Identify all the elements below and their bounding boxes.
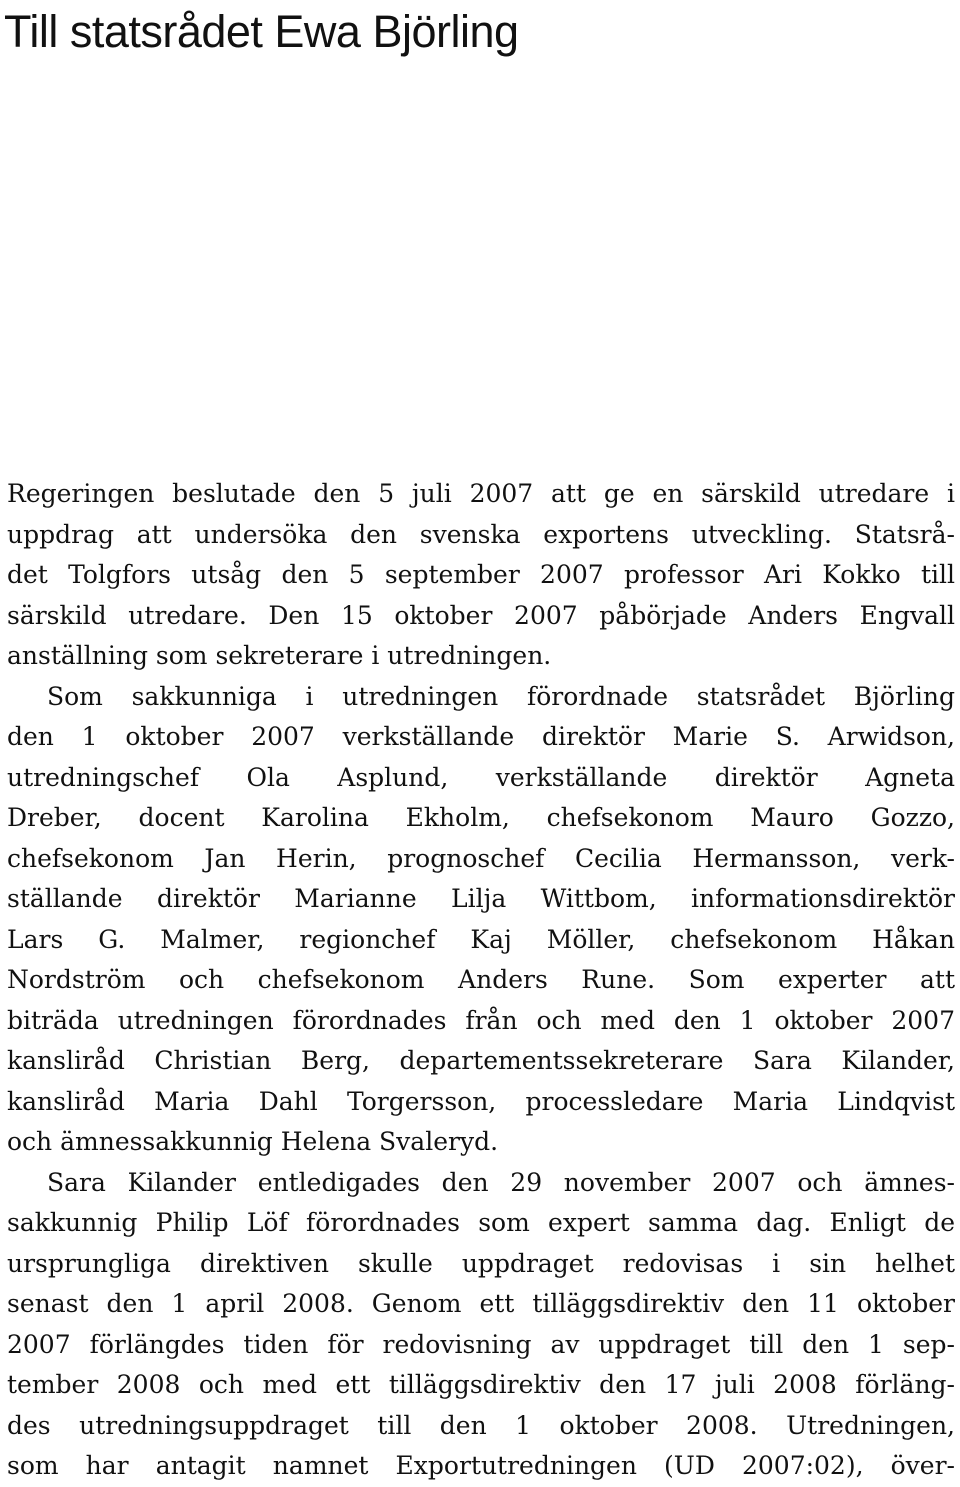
text-line: Som sakkunniga i utredningen förordnade statsrådet Björling [47, 681, 955, 711]
text-line: ursprungliga direktiven skulle uppdraget redovisas i sin helhet [7, 1248, 955, 1278]
text-line: den 1 oktober 2007 verkställande direktör Marie S. Arwidson, [7, 722, 955, 751]
text-line: Dreber, docent Karolina Ekholm, chefsekonom Mauro Gozzo, [7, 803, 955, 832]
text-line: sakkunnig Philip Löf förordnades som expert samma dag. Enligt de [7, 1208, 955, 1237]
text-line: 2007 förlängdes tiden för redovisning av uppdraget till den 1 sep- [7, 1329, 955, 1359]
text-line: som har antagit namnet Exportutredningen (UD 2007:02), över- [7, 1451, 955, 1480]
text-line: anställning som sekreterare i utredningen. [7, 641, 552, 670]
document-title: Till statsrådet Ewa Björling [4, 6, 519, 57]
text-line: biträda utredningen förordnades från och med den 1 oktober 2007 [7, 1005, 955, 1035]
text-line: särskild utredare. Den 15 oktober 2007 påbörjade Anders Engvall [7, 600, 955, 630]
text-line: och ämnessakkunnig Helena Svaleryd. [7, 1127, 499, 1156]
text-line: tember 2008 och med ett tilläggsdirektiv den 17 juli 2008 förläng- [7, 1370, 955, 1399]
text-line: chefsekonom Jan Herin, prognoschef Cecilia Hermansson, verk- [7, 843, 955, 873]
text-line: ställande direktör Marianne Lilja Wittbom, informationsdirektör [7, 884, 955, 913]
text-line: senast den 1 april 2008. Genom ett tilläggsdirektiv den 11 oktober [7, 1289, 955, 1318]
text-line: kansliråd Christian Berg, departementssekreterare Sara Kilander, [7, 1046, 955, 1075]
text-line: det Tolgfors utsåg den 5 september 2007 professor Ari Kokko till [7, 560, 955, 589]
text-line: des utredningsuppdraget till den 1 oktober 2008. Utredningen, [7, 1410, 955, 1440]
text-line: utredningschef Ola Asplund, verkställande direktör Agneta [7, 762, 955, 792]
text-line: Sara Kilander entledigades den 29 november 2007 och ämnes- [47, 1167, 955, 1197]
text-line: Nordström och chefsekonom Anders Rune. Som experter att [7, 965, 955, 994]
text-line: Regeringen beslutade den 5 juli 2007 att ge en särskild utredare i [7, 479, 955, 508]
text-line: kansliråd Maria Dahl Torgersson, processledare Maria Lindqvist [7, 1086, 955, 1116]
text-line: Lars G. Malmer, regionchef Kaj Möller, chefsekonom Håkan [7, 924, 955, 954]
text-line: uppdrag att undersöka den svenska exportens utveckling. Statsrå- [7, 519, 955, 549]
document-body [7, 474, 955, 1487]
